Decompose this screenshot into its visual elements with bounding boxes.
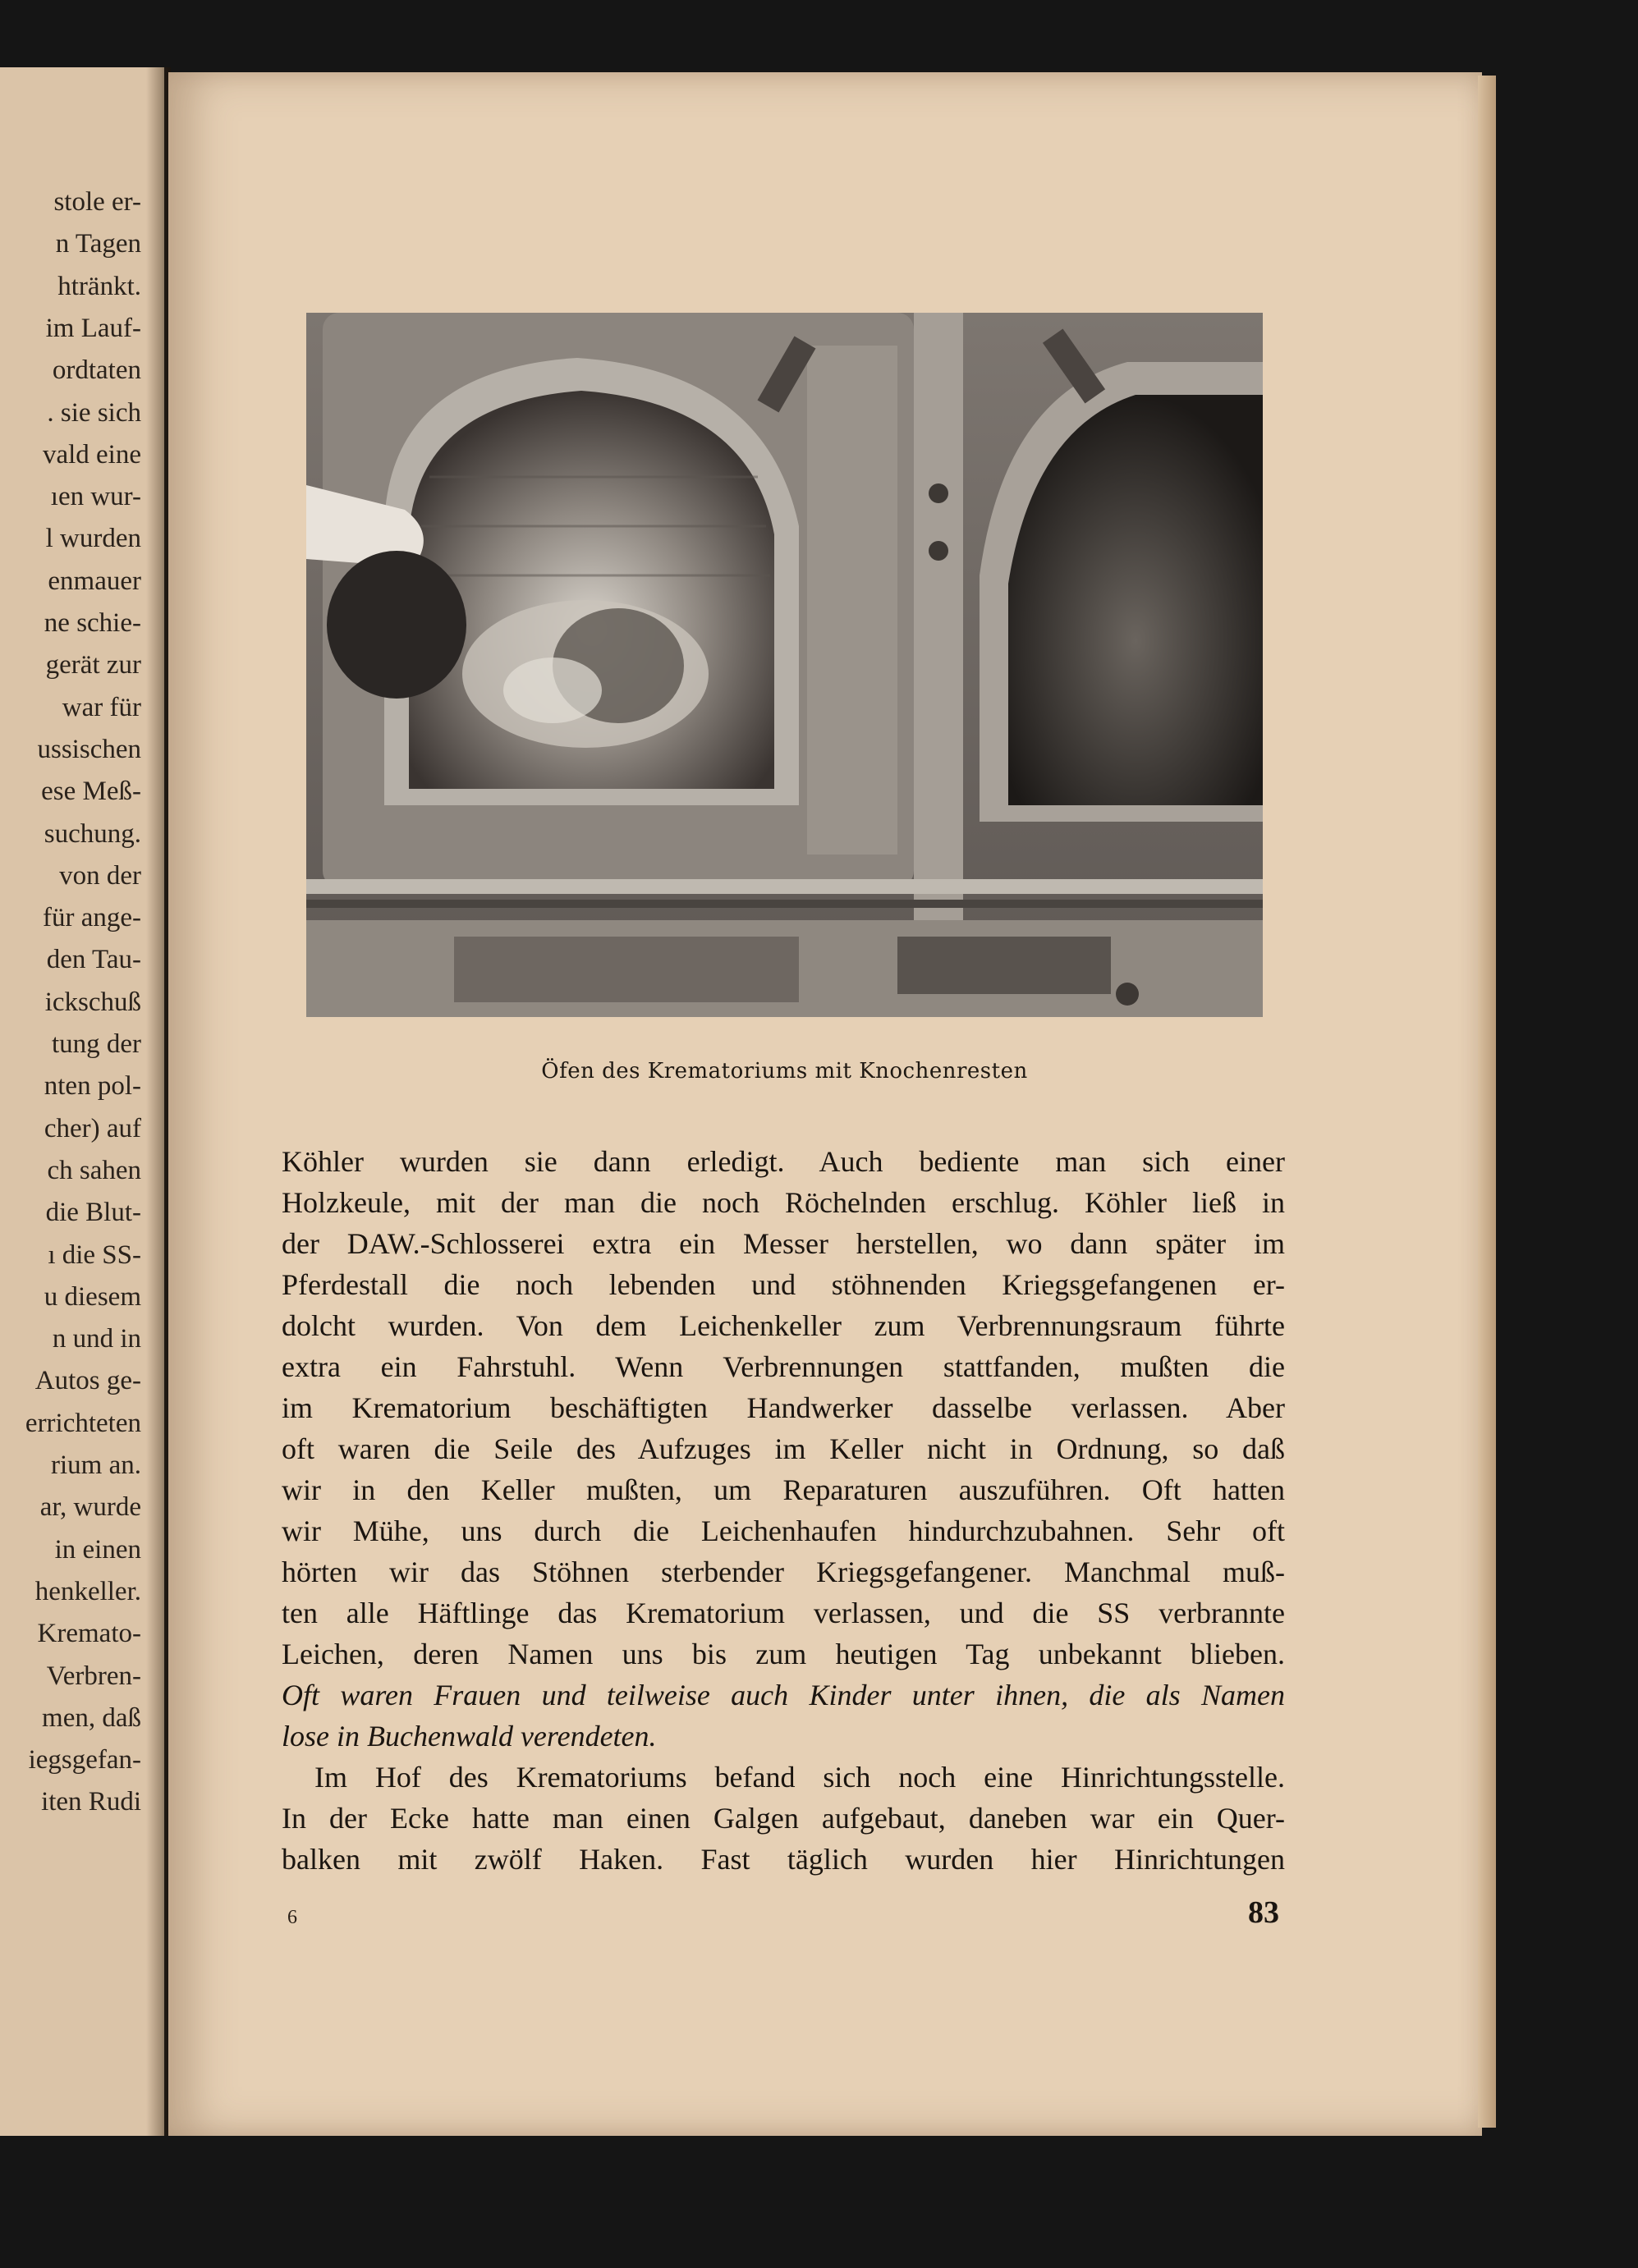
left-page-line: tung der (51, 1029, 141, 1059)
left-page-line: rium an. (51, 1450, 141, 1480)
left-page-line: Kremato- (37, 1619, 141, 1649)
left-page-line: Autos ge- (34, 1366, 141, 1396)
body-text-line: Oft waren Frauen und teilweise auch Kinder unter ihnen, die als Namen (282, 1679, 1285, 1711)
left-page-line: nten pol- (44, 1071, 141, 1102)
photo-caption: Öfen des Krematoriums mit Knochenresten (541, 1059, 1028, 1084)
left-page-line: iegsgefan- (28, 1745, 141, 1775)
body-text-line: Leichen, deren Namen uns bis zum heutigen Tag unbekannt blieben. (282, 1638, 1285, 1670)
left-page-line: u diesem (44, 1281, 141, 1312)
left-page-line: Verbren- (46, 1661, 141, 1691)
body-text (282, 1141, 1285, 1880)
left-page-line: von der (59, 860, 141, 891)
left-page-line: stole er- (53, 187, 141, 217)
left-page-line: suchung. (44, 818, 141, 849)
left-page-line: l wurden (45, 524, 141, 554)
page-number: 83 (1248, 1895, 1279, 1930)
left-page-line: errichteten (25, 1408, 141, 1438)
body-text-line: balken mit zwölf Haken. Fast täglich wurden hier Hinrichtungen (282, 1843, 1285, 1876)
left-page-line: ch sahen (47, 1155, 141, 1185)
left-page-line: ıen wur- (50, 482, 141, 512)
left-page-line: men, daß (42, 1702, 141, 1733)
body-text-line: Pferdestall die noch lebenden und stöhnenden Kriegsgefangenen er- (282, 1268, 1285, 1301)
left-page-line: gerät zur (45, 650, 141, 680)
body-text-line: wir in den Keller mußten, um Reparaturen auszuführen. Oft hatten (282, 1473, 1285, 1506)
left-page-line: henkeller. (34, 1576, 141, 1606)
left-page-line: vald eine (42, 439, 141, 470)
left-page-line: ı die SS- (48, 1239, 141, 1270)
left-page-line: ordtaten (52, 355, 141, 386)
left-page-line: n Tagen (55, 229, 141, 259)
left-page-line: enmauer (48, 566, 141, 596)
body-text-line: extra ein Fahrstuhl. Wenn Verbrennungen stattfanden, mußten die (282, 1350, 1285, 1383)
body-text-line: im Krematorium beschäftigten Handwerker dasselbe verlassen. Aber (282, 1391, 1285, 1424)
left-page-line: die Blut- (45, 1198, 141, 1228)
left-page-line: iten Rudi (41, 1787, 141, 1817)
left-page-line: ussischen (37, 734, 141, 764)
left-page-line: ne schie- (44, 608, 141, 638)
page-edge (1478, 76, 1496, 2128)
left-page-line: ar, wurde (39, 1492, 141, 1523)
body-text-line: der DAW.-Schlosserei extra ein Messer herstellen, wo dann später im (282, 1227, 1285, 1260)
left-page-line: n und in (52, 1324, 141, 1354)
left-page-line: den Tau- (46, 945, 141, 975)
body-text-line: Holzkeule, mit der man die noch Röchelnden erschlug. Köhler ließ in (282, 1186, 1285, 1219)
left-page-line: cher) auf (44, 1113, 141, 1143)
body-text-line: Im Hof des Krematoriums befand sich noch eine Hinrichtungsstelle. (314, 1761, 1285, 1794)
body-text-line: oft waren die Seile des Aufzuges im Keller nicht in Ordnung, so daß (282, 1432, 1285, 1465)
left-page-line: . sie sich (47, 397, 141, 428)
book-gutter (146, 67, 171, 2136)
left-page-line: für ange- (42, 903, 141, 933)
folio-mark: 6 (287, 1907, 297, 1928)
body-text-line: wir Mühe, uns durch die Leichenhaufen hindurchzubahnen. Sehr oft (282, 1514, 1285, 1547)
left-page-line: in einen (54, 1534, 141, 1565)
body-text-line: In der Ecke hatte man einen Galgen aufgebaut, daneben war ein Quer- (282, 1802, 1285, 1835)
body-text-line: dolcht wurden. Von dem Leichenkeller zum Verbrennungsraum führte (282, 1309, 1285, 1342)
crematorium-ovens-photo (306, 313, 1263, 1017)
left-page-line: htränkt. (57, 271, 141, 301)
body-text-line: lose in Buchenwald verendeten. (282, 1720, 657, 1753)
left-page-line: ickschuß (44, 987, 141, 1017)
body-text-line: ten alle Häftlinge das Krematorium verlassen, und die SS verbrannte (282, 1597, 1285, 1629)
body-text-line: Köhler wurden sie dann erledigt. Auch bediente man sich einer (282, 1145, 1285, 1178)
left-page-line: war für (62, 692, 141, 722)
left-page-line: im Lauf- (45, 313, 141, 343)
body-text-line: hörten wir das Stöhnen sterbender Kriegsgefangener. Manchmal muß- (282, 1556, 1285, 1588)
left-page-line: ese Meß- (41, 777, 141, 807)
left-page (0, 67, 164, 2136)
